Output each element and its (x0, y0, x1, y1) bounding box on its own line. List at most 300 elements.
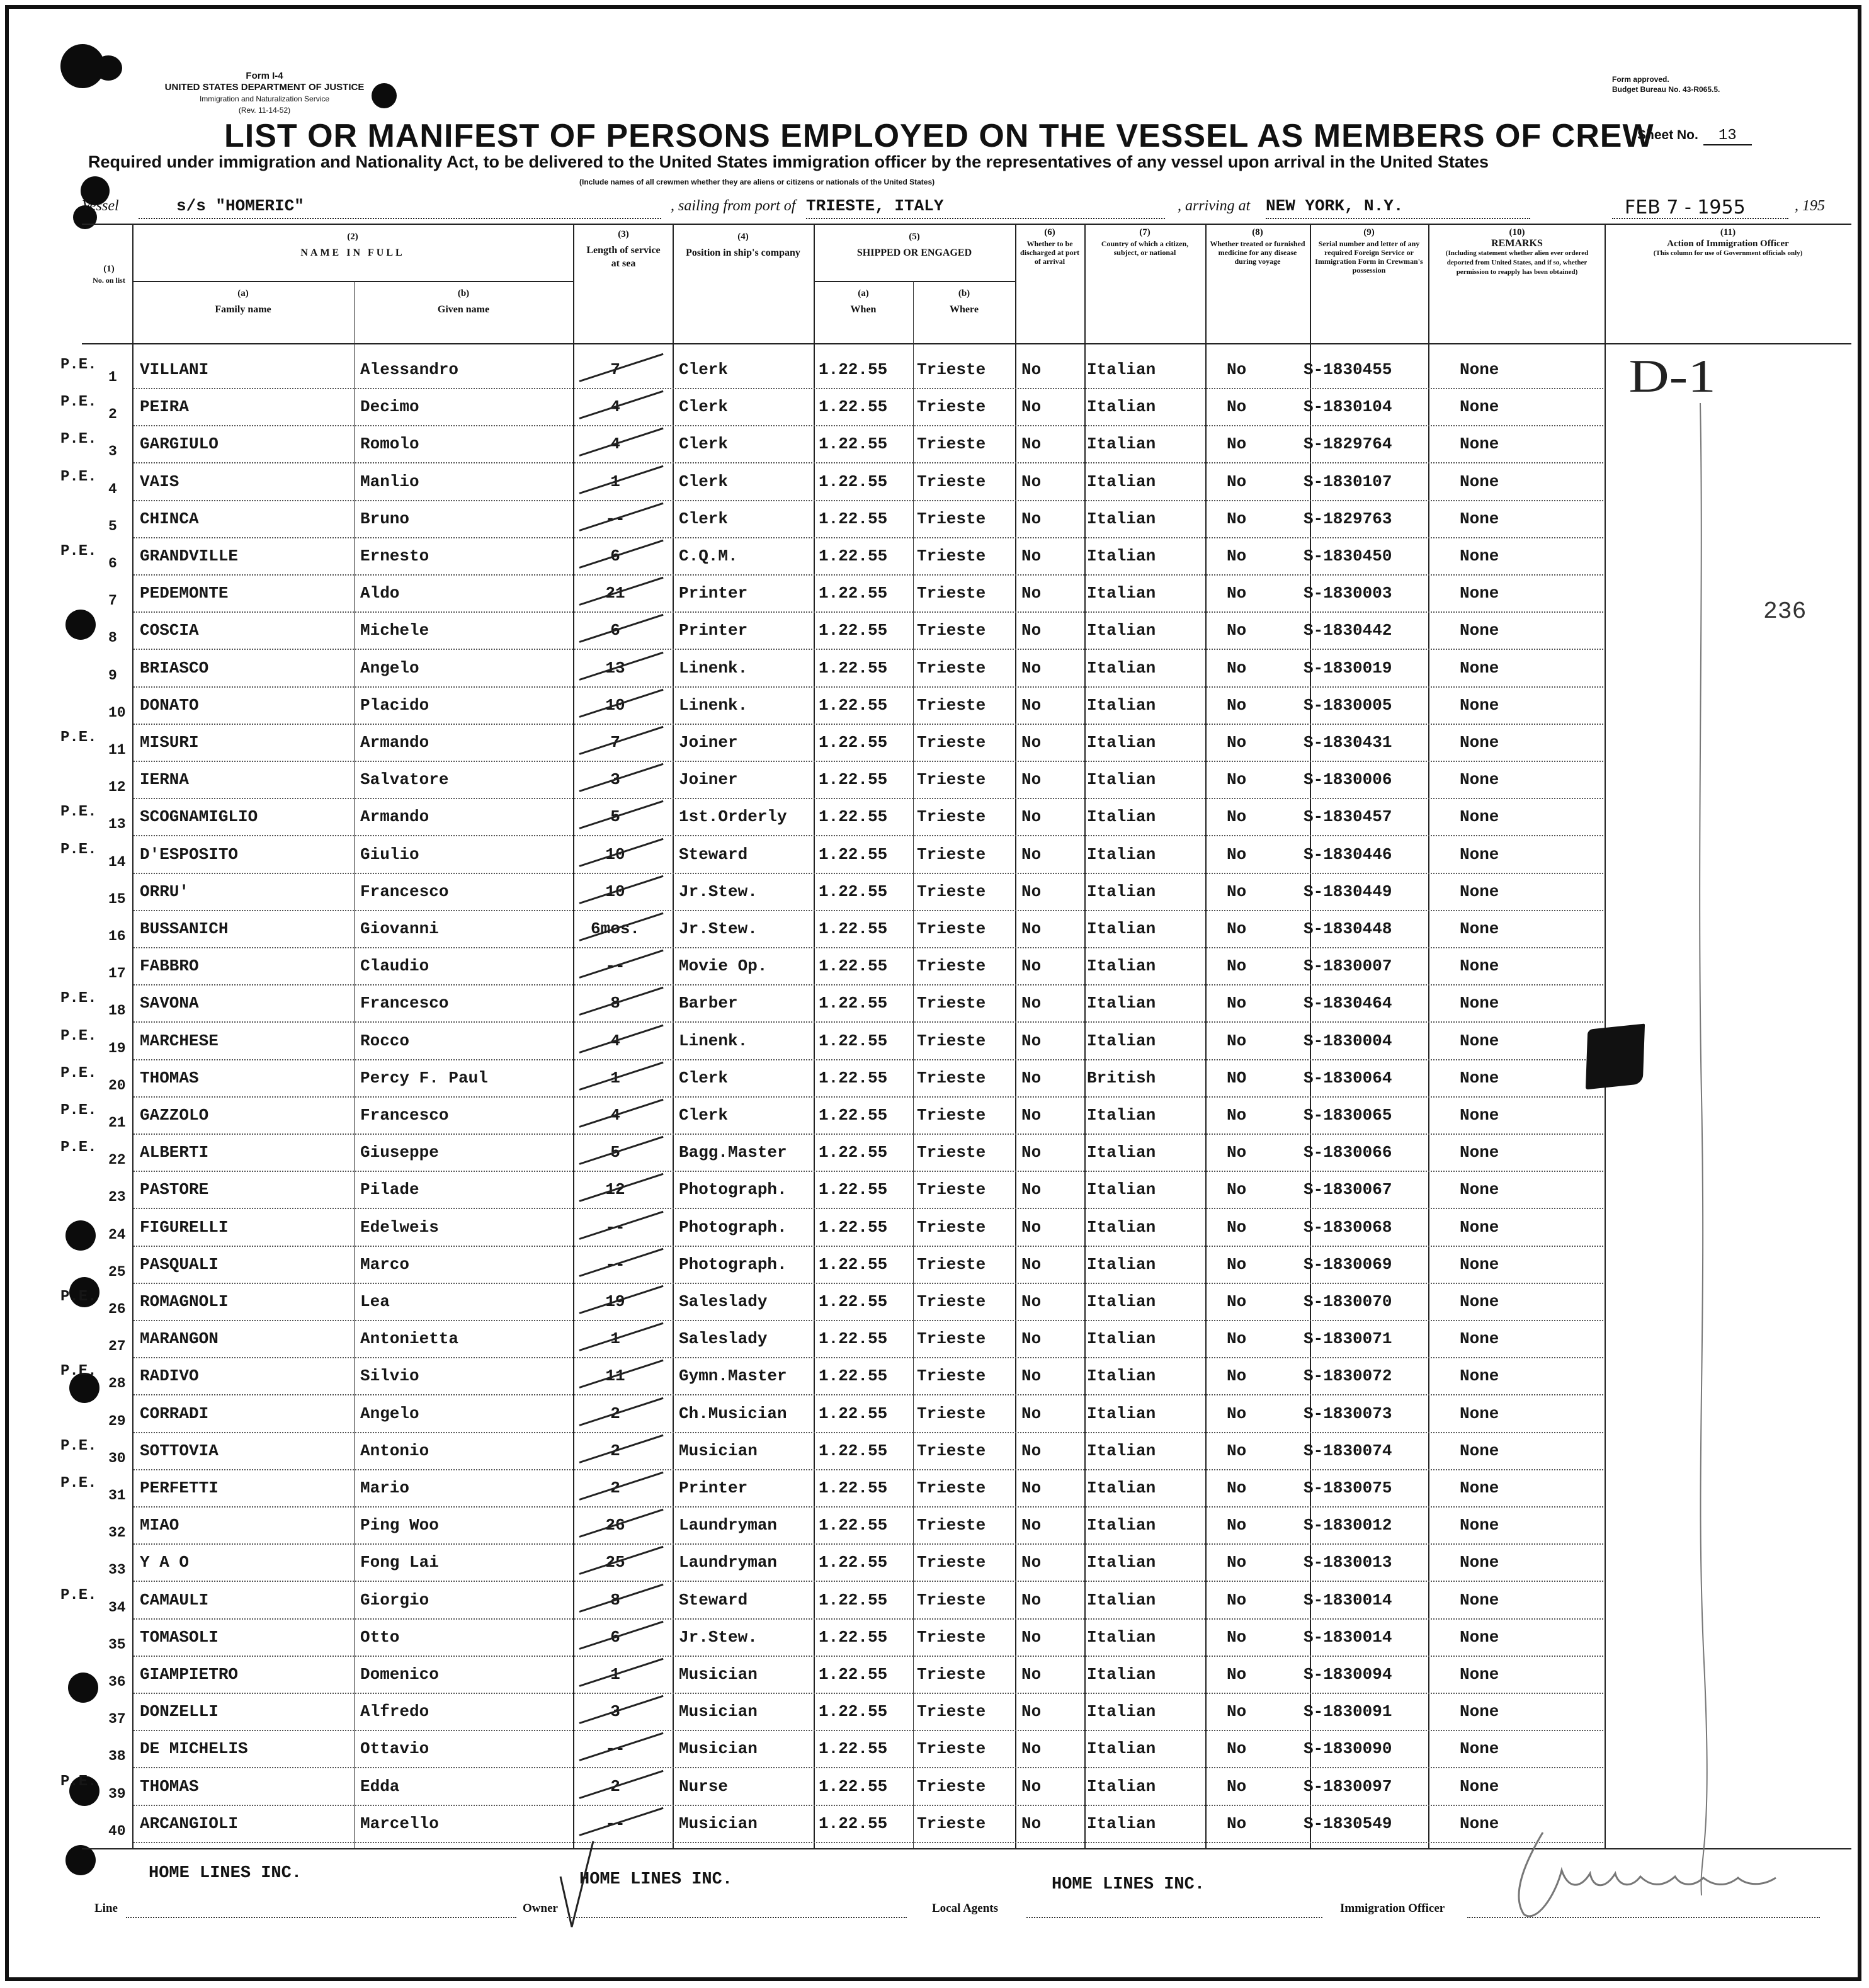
row-number: 24 (108, 1226, 126, 1243)
country: Italian (1087, 509, 1156, 528)
given-name: Salvatore (360, 770, 449, 790)
remarks: None (1460, 1479, 1499, 1497)
given-name: Angelo (360, 658, 419, 678)
remarks: None (1460, 1031, 1499, 1050)
officer-label: Immigration Officer (1340, 1902, 1445, 1915)
length-of-service: -- (605, 1739, 625, 1759)
country: Italian (1087, 1366, 1156, 1386)
length-of-service: 4 (610, 1106, 620, 1125)
row-rule (134, 1283, 1603, 1284)
length-of-service: 5 (610, 1143, 620, 1162)
serial-number: S-1830074 (1304, 1441, 1392, 1460)
position: Printer (679, 584, 748, 603)
given-name: Edda (360, 1776, 400, 1796)
serial-number: S-1830064 (1304, 1068, 1392, 1088)
treated: No (1227, 994, 1247, 1013)
country: Italian (1087, 1441, 1156, 1460)
row-rule (134, 1432, 1603, 1433)
row-rule (134, 724, 1603, 725)
country: Italian (1087, 1553, 1156, 1572)
pe-mark: P.E. (60, 804, 97, 821)
row-number: 13 (108, 816, 126, 833)
country: Italian (1087, 1665, 1156, 1684)
table-row (0, 539, 1869, 576)
pe-mark: P.E. (60, 841, 97, 858)
header-no: (1) No. on list (93, 264, 125, 285)
serial-number: S-1830073 (1304, 1404, 1392, 1423)
shipped-where: Trieste (917, 844, 986, 864)
family-name: RADIVO (140, 1366, 199, 1386)
treated: No (1227, 658, 1247, 678)
discharged: No (1021, 584, 1042, 603)
check-mark (554, 1839, 598, 1933)
length-of-service: 12 (605, 1180, 625, 1200)
shipped-when: 1.22.55 (819, 770, 888, 790)
position: Clerk (679, 472, 729, 491)
shipped-when: 1.22.55 (819, 1217, 888, 1237)
serial-number: S-1830457 (1304, 807, 1392, 827)
family-name: DONZELLI (140, 1702, 219, 1722)
position: Photograph. (679, 1217, 787, 1237)
discharged: No (1021, 1479, 1042, 1497)
length-of-service: 1 (610, 1665, 620, 1684)
country: Italian (1087, 733, 1156, 752)
country: Italian (1087, 844, 1156, 864)
table-row (0, 1359, 1869, 1396)
pe-mark: P.E. (60, 394, 97, 411)
serial-number: S-1830071 (1304, 1329, 1392, 1349)
vessel-line (82, 195, 1845, 220)
shipped-when: 1.22.55 (819, 1516, 888, 1535)
row-rule (134, 500, 1603, 501)
table-row (0, 1322, 1869, 1359)
serial-number: S-1830442 (1304, 621, 1392, 640)
discharged: No (1021, 957, 1042, 976)
shipped-when: 1.22.55 (819, 360, 888, 379)
owner-label: Owner (523, 1902, 558, 1915)
length-of-service: 1 (610, 1329, 620, 1349)
row-rule (134, 761, 1603, 762)
country: Italian (1087, 1590, 1156, 1610)
shipped-when: 1.22.55 (819, 844, 888, 864)
shipped-when: 1.22.55 (819, 1180, 888, 1200)
length-of-service: 2 (610, 1404, 620, 1423)
position: Ch.Musician (679, 1404, 787, 1423)
treated: No (1227, 1590, 1247, 1610)
treated: No (1227, 435, 1247, 454)
remarks: None (1460, 1106, 1499, 1125)
table-row (0, 427, 1869, 464)
shipped-where: Trieste (917, 733, 986, 752)
shipped-where: Trieste (917, 1441, 986, 1460)
remarks: None (1460, 695, 1499, 715)
serial-number: S-1829764 (1304, 435, 1392, 454)
shipped-where: Trieste (917, 1366, 986, 1386)
row-rule (134, 1767, 1603, 1768)
country: Italian (1087, 658, 1156, 678)
shipped-where: Trieste (917, 770, 986, 790)
treated: No (1227, 807, 1247, 827)
shipped-when: 1.22.55 (819, 1329, 888, 1349)
pe-mark: P.E. (60, 431, 97, 448)
country: Italian (1087, 1217, 1156, 1237)
header-shipped: (5) SHIPPED OR ENGAGED (856, 232, 972, 258)
given-name: Antonietta (360, 1329, 459, 1349)
shipped-where: Trieste (917, 584, 986, 603)
position: Musician (679, 1702, 758, 1722)
given-name: Giuseppe (360, 1143, 439, 1162)
shipped-where: Trieste (917, 1739, 986, 1759)
remarks: None (1460, 472, 1499, 491)
discharged: No (1021, 435, 1042, 454)
discharged: No (1021, 360, 1042, 379)
header-treated: (8) Whether treated or furnished medicine for any disease during voyage (1210, 227, 1305, 266)
pe-mark: P.E. (60, 1027, 97, 1045)
shipped-where: Trieste (917, 1254, 986, 1274)
row-rule (134, 574, 1603, 576)
shipped-where: Trieste (917, 1143, 986, 1162)
given-name: Bruno (360, 509, 410, 528)
treated: No (1227, 397, 1247, 417)
year-label: , 195 (1795, 198, 1825, 214)
pe-mark: P.E. (60, 1102, 97, 1119)
table-row (0, 1471, 1869, 1508)
punch-hole (94, 55, 122, 81)
shipped-where: Trieste (917, 919, 986, 938)
pe-mark: P.E. (60, 1475, 97, 1492)
row-rule (134, 1021, 1603, 1023)
shipped-when: 1.22.55 (819, 1479, 888, 1497)
treated: No (1227, 1031, 1247, 1050)
shipped-when: 1.22.55 (819, 807, 888, 827)
family-name: MARCHESE (140, 1031, 219, 1050)
family-name: PEIRA (140, 397, 190, 417)
remarks: None (1460, 360, 1499, 379)
row-rule (134, 1357, 1603, 1358)
header-position: (4) Position in ship's company (686, 232, 800, 258)
shipped-when: 1.22.55 (819, 1776, 888, 1796)
country: Italian (1087, 1254, 1156, 1274)
length-of-service: 3 (610, 1702, 620, 1722)
discharged: No (1021, 1031, 1042, 1050)
family-name: TOMASOLI (140, 1627, 219, 1647)
shipped-where: Trieste (917, 1404, 986, 1423)
line-label: Line (94, 1902, 118, 1915)
treated: No (1227, 919, 1247, 938)
shipped-when: 1.22.55 (819, 957, 888, 976)
serial-number: S-1830014 (1304, 1627, 1392, 1647)
country: Italian (1087, 621, 1156, 640)
serial-number: S-1830012 (1304, 1516, 1392, 1535)
shipped-when: 1.22.55 (819, 1739, 888, 1759)
shipped-when: 1.22.55 (819, 658, 888, 678)
row-rule (134, 947, 1603, 948)
row-rule (134, 611, 1603, 613)
country: Italian (1087, 994, 1156, 1013)
given-name: Giovanni (360, 919, 439, 938)
family-name: ORRU' (140, 882, 190, 901)
given-name: Lea (360, 1292, 390, 1311)
country: Italian (1087, 397, 1156, 417)
treated: NO (1227, 1068, 1247, 1088)
given-name: Silvio (360, 1366, 419, 1386)
length-of-service: 11 (605, 1366, 625, 1386)
family-name: BRIASCO (140, 658, 209, 678)
family-name: FABBRO (140, 957, 199, 976)
length-of-service: 25 (605, 1553, 625, 1572)
table-row (0, 502, 1869, 539)
country: Italian (1087, 957, 1156, 976)
treated: No (1227, 1366, 1247, 1386)
treated: No (1227, 1814, 1247, 1833)
position: Bagg.Master (679, 1143, 787, 1162)
treated: No (1227, 882, 1247, 901)
position: Linenk. (679, 695, 748, 715)
country: Italian (1087, 1106, 1156, 1125)
row-number: 21 (108, 1115, 126, 1131)
family-name: MIAO (140, 1516, 179, 1535)
length-of-service: 6 (610, 547, 620, 565)
row-rule (134, 1394, 1603, 1395)
row-rule (134, 1096, 1603, 1098)
country: Italian (1087, 1143, 1156, 1162)
country: Italian (1087, 882, 1156, 901)
shipped-when: 1.22.55 (819, 547, 888, 565)
country: Italian (1087, 360, 1156, 379)
discharged: No (1021, 1254, 1042, 1274)
shipped-where: Trieste (917, 1627, 986, 1647)
table-row (0, 986, 1869, 1023)
table-row (0, 613, 1869, 650)
header-name: (2) NAME IN FULL (300, 232, 405, 258)
pe-mark: P.E. (60, 729, 97, 746)
treated: No (1227, 1627, 1247, 1647)
row-number: 17 (108, 965, 126, 982)
row-rule (134, 910, 1603, 911)
row-number: 1 (108, 369, 117, 385)
given-name: Marco (360, 1254, 410, 1274)
row-rule (134, 1730, 1603, 1731)
family-name: ROMAGNOLI (140, 1292, 229, 1311)
row-number: 32 (108, 1525, 126, 1542)
position: Steward (679, 1590, 748, 1610)
serial-number: S-1830549 (1304, 1814, 1392, 1833)
shipped-when: 1.22.55 (819, 1068, 888, 1088)
serial-number: S-1829763 (1304, 509, 1392, 528)
row-rule (134, 686, 1603, 688)
form-id-block (132, 71, 397, 116)
table-row (0, 1247, 1869, 1285)
length-of-service: 4 (610, 1031, 620, 1050)
treated: No (1227, 1404, 1247, 1423)
treated: No (1227, 770, 1247, 790)
row-number: 10 (108, 704, 126, 721)
serial-number: S-1830070 (1304, 1292, 1392, 1311)
position: Clerk (679, 397, 729, 417)
serial-number: S-1830431 (1304, 733, 1392, 752)
given-name: Claudio (360, 957, 429, 976)
given-name: Marcello (360, 1814, 439, 1833)
discharged: No (1021, 509, 1042, 528)
vessel-value: s/s "HOMERIC" (176, 196, 304, 215)
shipped-where: Trieste (917, 994, 986, 1013)
remarks: None (1460, 1441, 1499, 1460)
length-of-service: 10 (605, 844, 625, 864)
sailing-value: TRIESTE, ITALY (806, 196, 944, 215)
discharged: No (1021, 472, 1042, 491)
length-of-service: 7 (610, 360, 620, 379)
shipped-when: 1.22.55 (819, 397, 888, 417)
length-of-service: 6mos. (590, 919, 640, 938)
row-number: 39 (108, 1785, 126, 1802)
country: Italian (1087, 1702, 1156, 1722)
row-rule (134, 1842, 1603, 1843)
shipped-when: 1.22.55 (819, 584, 888, 603)
length-of-service: 1 (610, 472, 620, 491)
shipped-where: Trieste (917, 1329, 986, 1349)
shipped-when: 1.22.55 (819, 435, 888, 454)
pe-mark: P.E. (60, 356, 97, 373)
shipped-when: 1.22.55 (819, 919, 888, 938)
treated: No (1227, 1441, 1247, 1460)
row-number: 8 (108, 630, 117, 647)
position: Jr.Stew. (679, 919, 758, 938)
family-name: SAVONA (140, 994, 199, 1013)
given-name: Michele (360, 621, 429, 640)
family-name: PASTORE (140, 1180, 209, 1200)
given-name: Rocco (360, 1031, 410, 1050)
shipped-when: 1.22.55 (819, 882, 888, 901)
shipped-when: 1.22.55 (819, 1031, 888, 1050)
given-name: Antonio (360, 1441, 429, 1460)
remarks: None (1460, 770, 1499, 790)
row-number: 37 (108, 1711, 126, 1728)
shipped-when: 1.22.55 (819, 1665, 888, 1684)
table-row (0, 1285, 1869, 1322)
row-number: 34 (108, 1599, 126, 1616)
header-action: (11) Action of Immigration Officer (This column for use of Government officials only) (1653, 227, 1803, 257)
table-row (0, 1508, 1869, 1545)
remarks: None (1460, 1254, 1499, 1274)
serial-number: S-1830107 (1304, 472, 1392, 491)
position: Movie Op. (679, 957, 768, 976)
row-rule (134, 1543, 1603, 1545)
table-row (0, 1210, 1869, 1247)
given-name: Francesco (360, 882, 449, 901)
treated: No (1227, 957, 1247, 976)
pe-mark: P.E. (60, 1288, 97, 1305)
shipped-where: Trieste (917, 1516, 986, 1535)
position: Clerk (679, 1106, 729, 1125)
discharged: No (1021, 1665, 1042, 1684)
serial-number: S-1830449 (1304, 882, 1392, 901)
family-name: PASQUALI (140, 1254, 219, 1274)
remarks: None (1460, 994, 1499, 1013)
shipped-when: 1.22.55 (819, 1553, 888, 1572)
treated: No (1227, 1553, 1247, 1572)
treated: No (1227, 695, 1247, 715)
family-name: VAIS (140, 472, 179, 491)
remarks: None (1460, 807, 1499, 827)
pe-mark: P.E. (60, 543, 97, 560)
position: Laundryman (679, 1516, 778, 1535)
length-of-service: 4 (610, 435, 620, 454)
serial-number: S-1830090 (1304, 1739, 1392, 1759)
remarks: None (1460, 733, 1499, 752)
family-name: DONATO (140, 695, 199, 715)
revision: (Rev. 11-14-52) (238, 106, 291, 115)
serial-number: S-1830014 (1304, 1590, 1392, 1610)
shipped-when: 1.22.55 (819, 1366, 888, 1386)
length-of-service: 13 (605, 658, 625, 678)
family-name: MARANGON (140, 1329, 219, 1349)
position: Clerk (679, 435, 729, 454)
position: Gymn.Master (679, 1366, 787, 1386)
given-name: Ping Woo (360, 1516, 439, 1535)
given-name: Alessandro (360, 360, 459, 379)
row-number: 20 (108, 1077, 126, 1094)
shipped-where: Trieste (917, 1702, 986, 1722)
shipped-where: Trieste (917, 1217, 986, 1237)
header-when: (a) When (850, 288, 877, 315)
row-number: 7 (108, 593, 117, 610)
pe-mark: P.E. (60, 1064, 97, 1082)
remarks: None (1460, 547, 1499, 565)
remarks: None (1460, 1814, 1499, 1833)
approval-line-1: Form approved. (1612, 75, 1669, 84)
position: Printer (679, 621, 748, 640)
treated: No (1227, 1665, 1247, 1684)
row-rule (134, 1059, 1603, 1060)
country: Italian (1087, 472, 1156, 491)
table-row (0, 1695, 1869, 1732)
discharged: No (1021, 844, 1042, 864)
pe-mark: P.E. (60, 1773, 97, 1790)
discharged: No (1021, 1814, 1042, 1833)
family-name: GAZZOLO (140, 1106, 209, 1125)
shipped-where: Trieste (917, 957, 986, 976)
row-rule (134, 388, 1603, 389)
service: Immigration and Naturalization Service (199, 94, 330, 103)
sailing-label: , sailing from port of (671, 198, 796, 214)
remarks: None (1460, 1516, 1499, 1535)
given-name: Giulio (360, 844, 419, 864)
remarks: None (1460, 1404, 1499, 1423)
shipped-when: 1.22.55 (819, 733, 888, 752)
remarks: None (1460, 1590, 1499, 1610)
remarks: None (1460, 435, 1499, 454)
given-name: Fong Lai (360, 1553, 439, 1572)
length-of-service: -- (605, 957, 625, 976)
given-name: Edelweis (360, 1217, 439, 1237)
line-value: HOME LINES INC. (149, 1864, 302, 1883)
discharged: No (1021, 1702, 1042, 1722)
family-name: SCOGNAMIGLIO (140, 807, 258, 827)
sheet-value: 13 (1703, 127, 1752, 145)
position: Musician (679, 1665, 758, 1684)
serial-number: S-1830013 (1304, 1553, 1392, 1572)
row-number: 2 (108, 406, 117, 423)
department: UNITED STATES DEPARTMENT OF JUSTICE (164, 82, 365, 93)
shipped-where: Trieste (917, 360, 986, 379)
country: Italian (1087, 1627, 1156, 1647)
row-rule (134, 798, 1603, 799)
remarks: None (1460, 1702, 1499, 1722)
row-number: 11 (108, 742, 126, 758)
header-remarks: (10) REMARKS (Including statement whether alien ever ordered deported from United States, and if so, whether permission to reapply has been obtained) (1445, 227, 1589, 276)
country: Italian (1087, 435, 1156, 454)
serial-number: S-1830006 (1304, 770, 1392, 790)
